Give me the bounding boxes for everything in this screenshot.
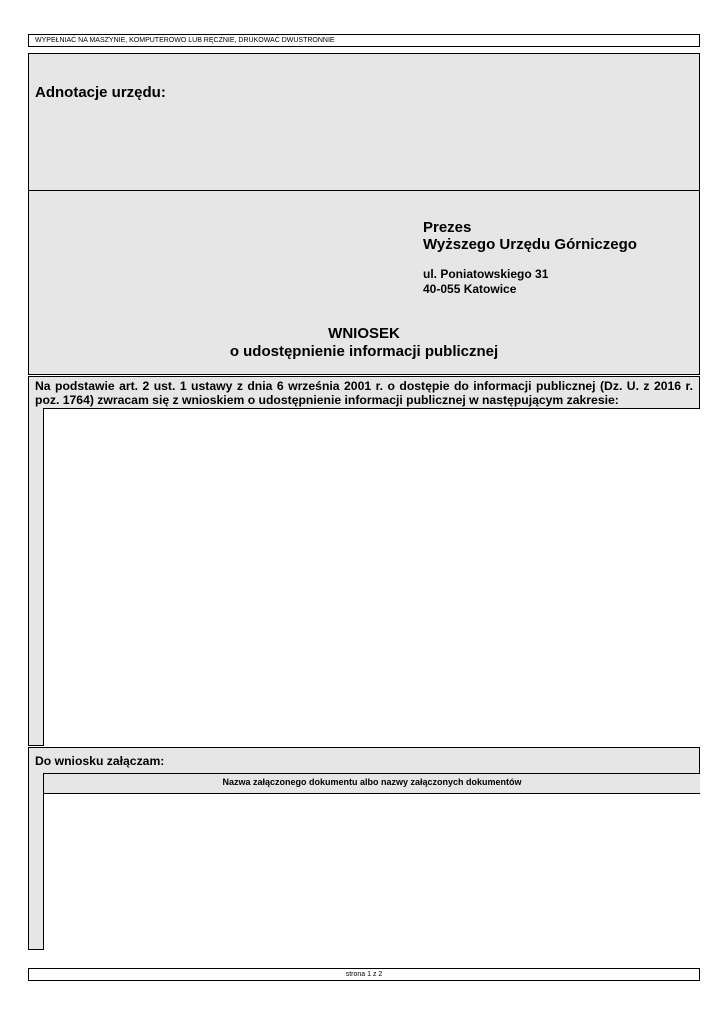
recipient-city: 40-055 Katowice [423,282,517,296]
addressee-section [28,190,700,375]
attachments-label: Do wniosku załączam: [35,754,165,768]
attachments-column-header: Nazwa załączonego dokumentu albo nazwy załączonych dokumentów [43,773,700,794]
attachments-field[interactable] [43,794,700,950]
office-annotations-section [28,53,700,191]
request-scope-field[interactable] [43,408,700,746]
attachments-section [28,747,700,950]
document-title: WNIOSEK [328,325,400,342]
request-section [28,376,700,746]
recipient-title: Prezes [423,219,472,236]
page-number: strona 1 z 2 [28,968,700,981]
recipient-street: ul. Poniatowskiego 31 [423,267,549,281]
request-legal-basis-text: Na podstawie art. 2 ust. 1 ustawy z dnia 6 września 2001 r. o dostępie do informacji publicznej (Dz. U. z 2016 r. poz. 1764) zwracam się z wnioskiem o udostępnienie informacji publicznej w następującym zakresie: [35,379,693,407]
recipient-office: Wyższego Urzędu Górniczego [423,236,637,253]
office-annotations-label: Adnotacje urzędu: [35,84,166,101]
form-instruction: WYPEŁNIAĆ NA MASZYNIE, KOMPUTEROWO LUB RĘCZNIE, DRUKOWAĆ DWUSTRONNIE [28,34,700,47]
document-subtitle: o udostępnienie informacji publicznej [229,343,499,360]
